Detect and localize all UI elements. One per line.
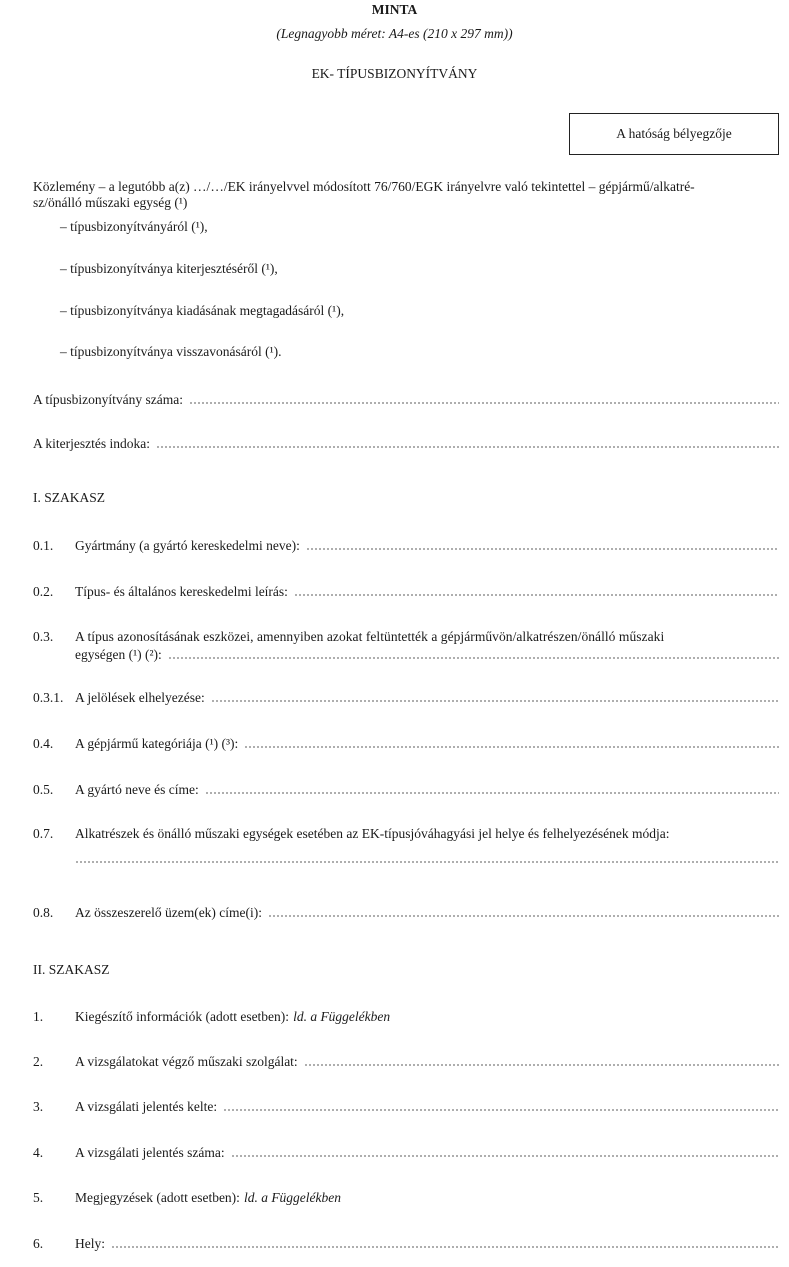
section-1-item-continuation xyxy=(75,647,779,663)
dotted-leader xyxy=(231,1154,779,1158)
stamp-box xyxy=(569,113,779,155)
item-number: 4. xyxy=(33,1145,44,1160)
section-2-title: II. SZAKASZ xyxy=(33,962,110,977)
dotted-leader xyxy=(111,1245,779,1249)
section-1-item xyxy=(33,736,779,752)
dotted-leader xyxy=(75,860,779,864)
intro-line-2: sz/önálló műszaki egység (¹) xyxy=(33,195,188,210)
dotted-leader xyxy=(189,401,779,405)
item-number: 0.5. xyxy=(33,782,54,797)
section-1-item xyxy=(33,905,779,921)
document-title: EK- TÍPUSBIZONYÍTVÁNY xyxy=(311,66,478,81)
item-label: egységen (¹) (²): xyxy=(75,647,162,662)
item-label: A vizsgálati jelentés száma: xyxy=(75,1145,225,1160)
dotted-leader xyxy=(244,745,779,749)
item-label: Alkatrészek és önálló műszaki egységek esetében az EK-típusjóváhagyási jel helye és felhelyezésének módja: xyxy=(75,826,670,841)
item-number: 0.7. xyxy=(33,826,54,841)
dotted-leader xyxy=(304,1063,779,1067)
section-2-item xyxy=(33,1145,779,1161)
item-label: A típus azonosításának eszközei, amennyiben azokat feltüntették a gépjárművön/alkatrészen/önálló műszaki xyxy=(75,629,665,644)
form-title: MINTA xyxy=(371,2,418,17)
section-1-item xyxy=(33,826,779,842)
stamp-label: A hatóság bélyegzője xyxy=(616,126,732,141)
item-number: 0.3.1. xyxy=(33,690,64,705)
field-certificate-number xyxy=(33,392,779,408)
item-number: 0.4. xyxy=(33,736,54,751)
dotted-leader xyxy=(223,1108,779,1112)
section-2-item xyxy=(33,1099,779,1115)
field-extension-reason xyxy=(33,436,779,452)
size-note: (Legnagyobb méret: A4-es (210 x 297 mm)) xyxy=(276,26,513,41)
item-label: A vizsgálatokat végző műszaki szolgálat: xyxy=(75,1054,298,1069)
section-2-item xyxy=(33,1054,779,1070)
bullet-item: – típusbizonyítványa kiadásának megtagadásáról (¹), xyxy=(60,303,345,318)
section-1-item xyxy=(33,690,779,706)
dotted-leader xyxy=(205,791,779,795)
item-reference: ld. a Függelékben xyxy=(293,1009,391,1024)
intro-line-1: Közlemény – a legutóbb a(z) …/…/EK irányelvvel módosított 76/760/EGK irányelvre való tekintettel – gépjármű/alkatré- xyxy=(33,179,695,194)
bullet-item: – típusbizonyítványa kiterjesztéséről (¹), xyxy=(60,261,278,276)
dotted-leader xyxy=(168,656,779,660)
item-number: 5. xyxy=(33,1190,44,1205)
field-label: A típusbizonyítvány száma: xyxy=(33,392,183,407)
item-number: 1. xyxy=(33,1009,44,1024)
dotted-leader xyxy=(306,547,779,551)
bullet-item: – típusbizonyítványáról (¹), xyxy=(60,219,208,234)
item-label: A gépjármű kategóriája (¹) (³): xyxy=(75,736,239,751)
section-1-item xyxy=(33,782,779,798)
section-2-item xyxy=(33,1190,779,1206)
section-2-item xyxy=(33,1236,779,1252)
item-number: 6. xyxy=(33,1236,44,1251)
item-number: 0.2. xyxy=(33,584,54,599)
item-label: Gyártmány (a gyártó kereskedelmi neve): xyxy=(75,538,300,553)
item-label: A gyártó neve és címe: xyxy=(75,782,199,797)
section-1-title: I. SZAKASZ xyxy=(33,490,106,505)
field-label: A kiterjesztés indoka: xyxy=(33,436,150,451)
section-1-item-continuation xyxy=(75,860,779,867)
bullet-item: – típusbizonyítványa visszavonásáról (¹). xyxy=(60,344,282,359)
item-number: 0.3. xyxy=(33,629,54,644)
item-number: 3. xyxy=(33,1099,44,1114)
item-label: Típus- és általános kereskedelmi leírás: xyxy=(75,584,288,599)
item-reference: ld. a Függelékben xyxy=(243,1190,342,1205)
dotted-leader xyxy=(294,593,779,597)
item-number: 2. xyxy=(33,1054,44,1069)
dotted-leader xyxy=(211,699,779,703)
item-label: Megjegyzések (adott esetben): xyxy=(75,1190,240,1205)
item-label: A jelölések elhelyezése: xyxy=(75,690,205,705)
section-2-item xyxy=(33,1009,779,1025)
item-label: Az összeszerelő üzem(ek) címe(i): xyxy=(75,905,263,920)
section-1-item xyxy=(33,538,779,554)
item-number: 0.8. xyxy=(33,905,54,920)
dotted-leader xyxy=(156,445,779,449)
section-1-item xyxy=(33,629,779,645)
item-label: Hely: xyxy=(75,1236,105,1251)
item-label: A vizsgálati jelentés kelte: xyxy=(75,1099,218,1114)
item-number: 0.1. xyxy=(33,538,54,553)
dotted-leader xyxy=(268,914,779,918)
item-label: Kiegészítő információk (adott esetben): xyxy=(75,1009,290,1024)
section-1-item xyxy=(33,584,779,600)
